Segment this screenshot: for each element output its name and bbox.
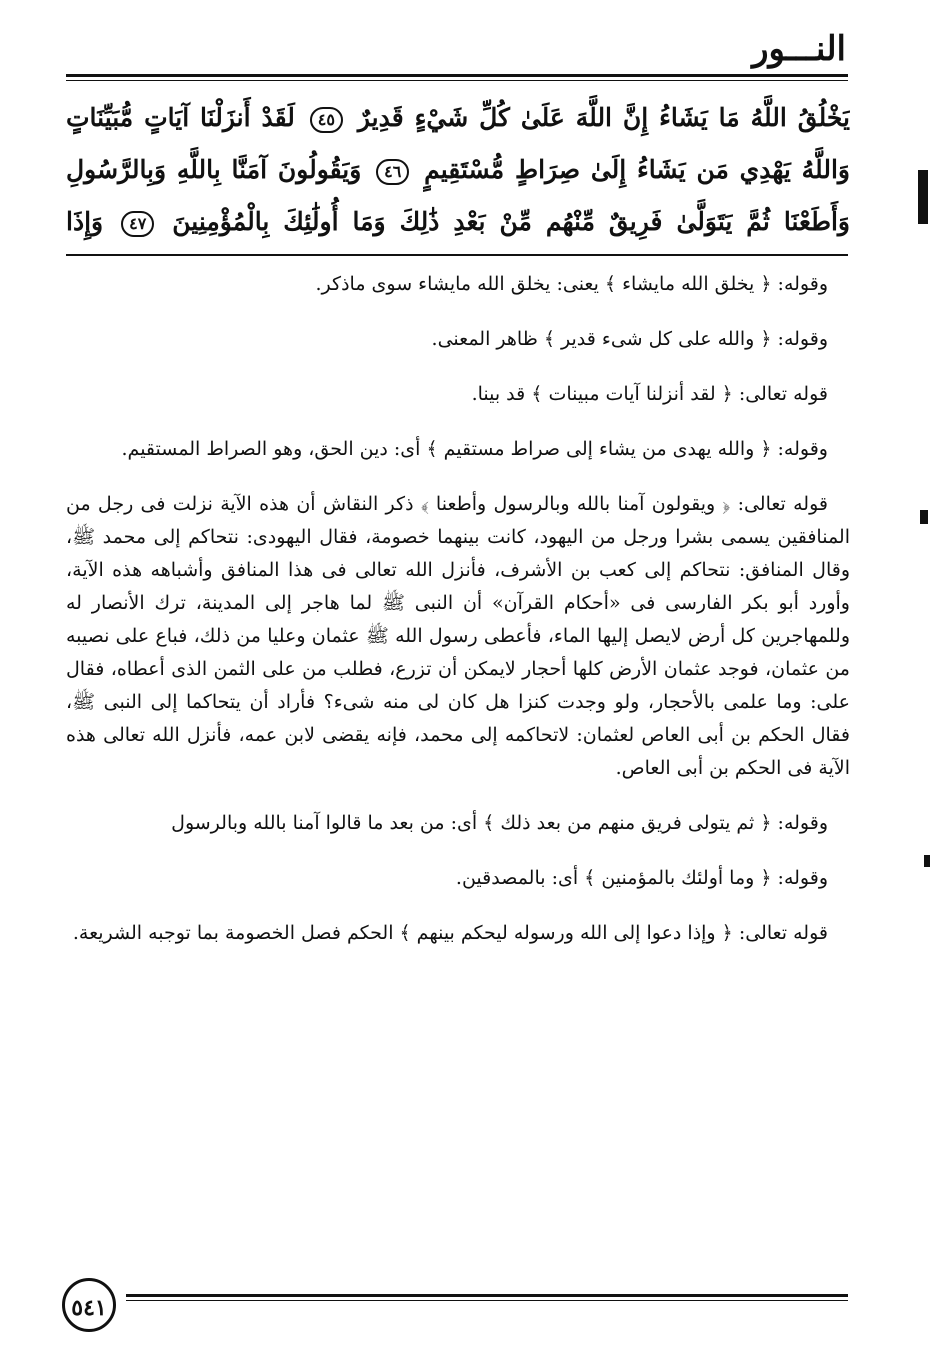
ayah-number-marker: ٤٧ (121, 211, 154, 237)
footer-rule-top (126, 1294, 848, 1297)
quran-line (66, 196, 850, 248)
commentary-paragraph: وقوله: ﴿ والله يهدى من يشاء إلى صراط مستقيم ﴾ أى: دين الحق، وهو الصراط المستقيم. (121, 438, 828, 460)
footer-rule-bottom (126, 1300, 848, 1301)
ayah-number-marker: ٤٦ (376, 159, 409, 185)
verse-text: وَاللَّهُ يَهْدِي مَن يَشَاءُ إِلَىٰ صِرَاطٍ مُّسْتَقِيمٍ (424, 155, 850, 184)
commentary-text-block (66, 268, 850, 972)
surah-title: النـــور (752, 29, 846, 69)
margin-edge-mark (924, 855, 930, 867)
quran-line (66, 144, 850, 196)
header-rule-bottom (66, 80, 848, 81)
verse-text: وَإِذَا (66, 207, 104, 236)
verse-text: لَقَدْ أَنزَلْنَا آيَاتٍ مُّبَيِّنَاتٍ (66, 103, 295, 132)
commentary-paragraph: قوله تعالى: ﴿ لقد أنزلنا آيات مبينات ﴾ قد بينا. (471, 383, 828, 405)
ayah-number-marker: ٤٥ (310, 107, 343, 133)
verse-text: يَخْلُقُ اللَّهُ مَا يَشَاءُ إِنَّ اللَّهَ عَلَىٰ كُلِّ شَيْءٍ قَدِيرٌ (357, 103, 850, 132)
quran-line (66, 92, 850, 144)
page-number: ٥٤١ (62, 1278, 116, 1332)
quran-separator-rule (66, 254, 848, 256)
verse-text: وَأَطَعْنَا ثُمَّ يَتَوَلَّىٰ فَرِيقٌ مِّنْهُم مِّنْ بَعْدِ ذَٰلِكَ وَمَا أُولَٰئِكَ بِالْمُؤْمِنِينَ (172, 207, 850, 236)
commentary-paragraph: وقوله: ﴿ وما أولئك بالمؤمنين ﴾ أى: بالمصدقين. (455, 867, 828, 889)
header-rule-top (66, 74, 848, 77)
commentary-paragraph: وقوله: ﴿ والله على كل شىء قدير ﴾ ظاهر المعنى. (431, 328, 828, 350)
verse-text: وَيَقُولُونَ آمَنَّا بِاللَّهِ وَبِالرَّسُولِ (66, 155, 362, 184)
commentary-paragraph: قوله تعالى: ﴿ ويقولون آمنا بالله وبالرسول وأطعنا ﴾ ذكر النقاش أن هذه الآية نزلت فى رجل من المنافقين يسمى بشرا ورجل من اليهود، كانت بينهما خصومة، فقال اليهودى: نتحاكم إلى محمد ﷺ، وقال المنافق: نتحاكم إلى كعب بن الأشرف، فأنزل الله تعالى فى هذا المنافق وأشباهه هذه الآية، وأورد أبو بكر الفارسى فى «أحكام القرآن» أن النبى ﷺ لما هاجر إلى المدينة، ترك الأنصار له وللمهاجرين كل أرض لايصل إليها الماء، فأعطى رسول الله ﷺ عثمان وعليا من ذلك، فباع على نصيبه من عثمان، فوجد عثمان الأرض كلها أحجار لايمكن أن تزرع، فطلب من على الثمن الذى أعطاه، فقال على: وما علمى بالأحجار، ولو وجدت كنزا هل كان لى منه شىء؟ فأراد أن يتحاكما إلى النبى ﷺ، فقال الحكم بن أبى العاص لعثمان: لاتحاكمه إلى محمد، فإنه يقضى لابن عمه، فأنزل الله تعالى هذه الآية فى الحكم بن أبى العاص. (66, 493, 850, 779)
margin-edge-mark (918, 170, 928, 224)
commentary-paragraph: قوله تعالى: ﴿ وإذا دعوا إلى الله ورسوله ليحكم بينهم ﴾ الحكم فصل الخصومة بما توجبه الشريعة. (72, 922, 828, 944)
margin-edge-mark (920, 510, 928, 524)
commentary-paragraph: وقوله: ﴿ يخلق الله مايشاء ﴾ يعنى: يخلق الله مايشاء سوى ماذكر. (315, 273, 828, 295)
commentary-paragraph: وقوله: ﴿ ثم يتولى فريق منهم من بعد ذلك ﴾ أى: من بعد ما قالوا آمنا بالله وبالرسول (171, 812, 828, 834)
quran-text-block (66, 92, 850, 248)
